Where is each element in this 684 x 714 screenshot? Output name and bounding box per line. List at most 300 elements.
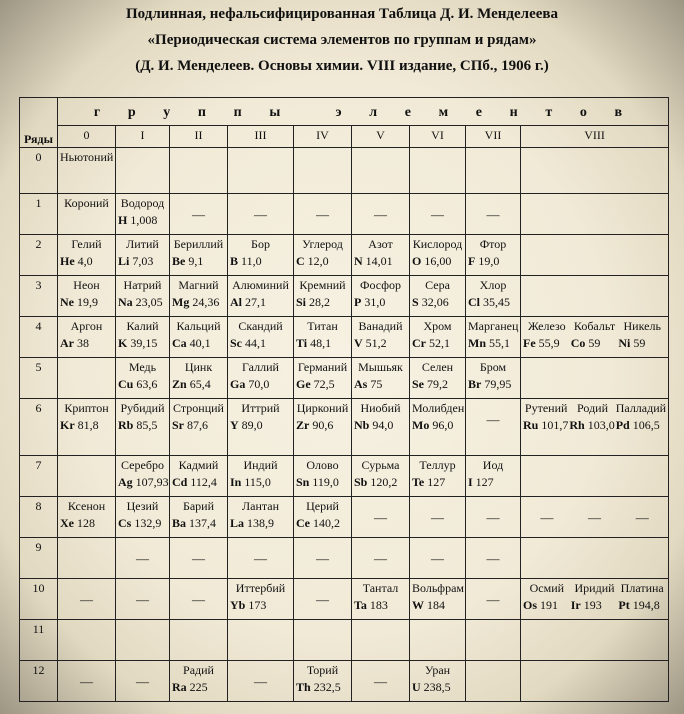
- element-weight: 31,0: [364, 295, 386, 309]
- element-symbol-weight: [523, 336, 571, 350]
- group-cell: [410, 399, 466, 456]
- element-name: Цинк: [184, 360, 213, 374]
- empty-dash: —: [80, 592, 93, 607]
- group-cell: [410, 358, 466, 399]
- table-row: [20, 497, 669, 538]
- empty-dash: —: [374, 674, 387, 689]
- group-cell: [294, 620, 352, 661]
- element-symbol: Ru: [523, 418, 539, 432]
- group-cell: [170, 620, 228, 661]
- element-symbol-weight: [354, 336, 407, 350]
- element-symbol-weight: [118, 475, 167, 489]
- element-name: Хром: [423, 319, 452, 333]
- element-symbol: Cr: [412, 336, 426, 350]
- element-symbol: I: [468, 475, 473, 489]
- group-cell: [58, 620, 116, 661]
- group-cell: [58, 317, 116, 358]
- element-symbol: Na: [118, 295, 133, 309]
- element-symbol: N: [354, 254, 363, 268]
- element-weight: 9,1: [188, 254, 204, 268]
- element-symbol-weight: [354, 475, 407, 489]
- element-symbol: Yb: [230, 598, 246, 612]
- empty-dash: —: [486, 207, 500, 222]
- empty-dash: —: [192, 592, 205, 607]
- element-name: Рубидий: [120, 401, 165, 415]
- group-cell: [170, 497, 228, 538]
- element-cell: [230, 278, 291, 309]
- element-name: Сера: [425, 278, 450, 292]
- element-cell: [172, 499, 225, 530]
- element-symbol: Ir: [570, 598, 581, 612]
- group-cell: [170, 235, 228, 276]
- element-cell: [172, 360, 225, 391]
- element-name: Литий: [126, 237, 159, 251]
- group-cell: [58, 194, 116, 235]
- group-cell: [294, 194, 352, 235]
- element-weight: 59: [588, 336, 601, 350]
- group-cell: [521, 538, 669, 579]
- group-cell: [228, 276, 294, 317]
- element-symbol-weight: [412, 475, 463, 489]
- element-weight: 119,0: [312, 475, 339, 489]
- group-cell: [294, 579, 352, 620]
- element-weight: 55,9: [538, 336, 560, 350]
- element-symbol-weight: [571, 598, 619, 612]
- group-cell: [228, 620, 294, 661]
- element-cell: [468, 278, 518, 309]
- element-symbol-weight: [412, 336, 463, 350]
- group-label-VI: VI: [410, 126, 466, 148]
- group-cell: [466, 579, 521, 620]
- element-symbol: Y: [230, 418, 239, 432]
- element-symbol: Xe: [60, 516, 74, 530]
- group-cell: [116, 661, 170, 702]
- empty-dash: —: [374, 551, 387, 566]
- element-symbol-weight: [118, 295, 167, 309]
- element-weight: 7,03: [132, 254, 154, 268]
- group-cell: [294, 317, 352, 358]
- element-cell: [523, 581, 571, 612]
- element-cell: [60, 499, 113, 530]
- element-name: Селен: [421, 360, 454, 374]
- group-cell: [116, 194, 170, 235]
- element-symbol-weight: [468, 475, 518, 489]
- element-cell: [296, 458, 349, 489]
- groups-title-letter: ы: [269, 104, 281, 120]
- table-row: [20, 194, 669, 235]
- element-cell: [571, 581, 619, 612]
- element-symbol: Nb: [354, 418, 370, 432]
- element-cell: [354, 319, 407, 350]
- groups-title: [60, 100, 666, 125]
- element-cell: [60, 237, 113, 268]
- element-cell: [172, 278, 225, 309]
- element-symbol: Be: [172, 254, 186, 268]
- element-symbol: Sc: [230, 336, 242, 350]
- group-cell: [352, 579, 410, 620]
- element-symbol-weight: [296, 254, 349, 268]
- element-symbol-weight: [60, 418, 113, 432]
- row-number: 3: [20, 276, 58, 317]
- group-cell: [58, 399, 116, 456]
- group-cell: [352, 620, 410, 661]
- element-name: Гелий: [71, 237, 102, 251]
- element-weight: 70,0: [248, 377, 270, 391]
- element-cell: [618, 581, 666, 612]
- groups-title-letter: г: [93, 104, 101, 120]
- empty-dash: —: [431, 207, 444, 222]
- element-cell: [118, 499, 167, 530]
- group-cell: [410, 620, 466, 661]
- element-name: Кобальт: [573, 319, 616, 333]
- element-symbol: B: [230, 254, 239, 268]
- element-cell: [296, 663, 349, 694]
- title-line-2: «Периодическая система элементов по группам и рядам»: [147, 32, 537, 48]
- group-cell: [170, 456, 228, 497]
- group-cell: [410, 148, 466, 194]
- element-symbol-weight: [60, 516, 113, 530]
- element-weight: 107,93: [135, 475, 169, 489]
- element-name: Короний: [64, 196, 109, 210]
- element-weight: 24,36: [192, 295, 220, 309]
- element-weight: 173: [248, 598, 267, 612]
- element-symbol: Ti: [296, 336, 308, 350]
- group-cell: [466, 317, 521, 358]
- element-symbol: He: [60, 254, 75, 268]
- group-cell: [521, 235, 669, 276]
- element-weight: 48,1: [310, 336, 332, 350]
- group-cell: [466, 661, 521, 702]
- element-symbol-weight: [230, 475, 291, 489]
- element-symbol: Br: [468, 377, 482, 391]
- element-symbol: Rb: [118, 418, 134, 432]
- element-cell: [60, 196, 113, 210]
- groups-title-cell: [58, 98, 669, 126]
- table-row: [20, 148, 669, 194]
- element-name: Бор: [251, 237, 270, 251]
- group-label-IV: IV: [294, 126, 352, 148]
- element-symbol-weight: [412, 295, 463, 309]
- element-weight: 87,6: [187, 418, 208, 432]
- group-cell: [170, 148, 228, 194]
- group-cell: [58, 579, 116, 620]
- group-cell: [58, 497, 116, 538]
- empty-dash: —: [635, 510, 649, 525]
- groups-title-letter: н: [509, 104, 518, 120]
- element-cell: [618, 319, 666, 350]
- group-viii-triad: [523, 401, 666, 432]
- element-symbol-weight: [468, 377, 518, 391]
- group-cell: [352, 399, 410, 456]
- row-number: 8: [20, 497, 58, 538]
- element-symbol: In: [230, 475, 242, 489]
- empty-dash: —: [192, 551, 205, 566]
- group-cell: [294, 148, 352, 194]
- element-cell: [60, 278, 113, 309]
- element-symbol: S: [412, 295, 419, 309]
- empty-dash: —: [316, 592, 329, 607]
- element-name: Титан: [307, 319, 338, 333]
- element-cell: [230, 360, 291, 391]
- element-weight: 4,0: [77, 254, 93, 268]
- group-label-V: V: [352, 126, 410, 148]
- element-weight: 96,0: [432, 418, 454, 432]
- group-cell: [466, 399, 521, 456]
- element-cell: [296, 360, 349, 391]
- group-cell: [352, 538, 410, 579]
- element-weight: 137,4: [189, 516, 217, 530]
- element-symbol: V: [354, 336, 363, 350]
- element-cell: [354, 237, 407, 268]
- element-name: Сурьма: [361, 458, 400, 472]
- group-label-VII: VII: [466, 126, 521, 148]
- group-cell: [116, 497, 170, 538]
- element-symbol-weight: [118, 254, 167, 268]
- element-name: Кальций: [176, 319, 221, 333]
- element-symbol-weight: [468, 254, 518, 268]
- element-weight: 23,05: [135, 295, 163, 309]
- group-cell: [352, 358, 410, 399]
- element-name: Иттербий: [235, 581, 286, 595]
- element-symbol: Os: [523, 598, 538, 612]
- element-name: Олово: [306, 458, 339, 472]
- empty-dash: —: [588, 510, 602, 525]
- empty-dash: —: [254, 207, 267, 222]
- row-number: 10: [20, 579, 58, 620]
- group-cell: [228, 538, 294, 579]
- table-row: [20, 538, 669, 579]
- element-weight: 127: [475, 475, 494, 489]
- element-name: Натрий: [123, 278, 162, 292]
- element-symbol-weight: [618, 336, 666, 350]
- group-label-I: I: [116, 126, 170, 148]
- group-cell: [170, 194, 228, 235]
- element-symbol-weight: [118, 336, 167, 350]
- element-name: Ниобий: [360, 401, 401, 415]
- element-name: Бериллий: [173, 237, 224, 251]
- group-cell: [521, 497, 669, 538]
- element-weight: 1,008: [130, 213, 158, 227]
- element-weight: 184: [427, 598, 445, 612]
- element-symbol-weight: [523, 598, 571, 612]
- element-weight: 79,2: [427, 377, 448, 391]
- element-symbol-weight: [118, 213, 167, 227]
- element-weight: 19,9: [77, 295, 98, 309]
- element-name: Торий: [306, 663, 339, 677]
- element-symbol-weight: [172, 336, 225, 350]
- element-weight: 39,15: [130, 336, 158, 350]
- element-symbol: Ne: [60, 295, 74, 309]
- element-cell: [172, 663, 225, 694]
- row-number: 9: [20, 538, 58, 579]
- group-cell: [228, 235, 294, 276]
- element-weight: 40,1: [189, 336, 211, 350]
- element-name: Марганец: [468, 319, 519, 333]
- group-cell: [294, 358, 352, 399]
- element-weight: 106,5: [632, 418, 660, 432]
- element-cell: [412, 458, 463, 489]
- element-name: Азот: [368, 237, 393, 251]
- element-cell: [468, 458, 518, 489]
- group-cell: [170, 276, 228, 317]
- element-symbol-weight: [412, 598, 463, 612]
- element-cell: [354, 581, 407, 612]
- group-cell: [228, 148, 294, 194]
- group-label-III: III: [228, 126, 294, 148]
- group-cell: [521, 456, 669, 497]
- group-cell: [170, 358, 228, 399]
- group-cell: [228, 579, 294, 620]
- group-cell: [410, 538, 466, 579]
- element-symbol-weight: [230, 516, 291, 530]
- element-weight: 120,2: [370, 475, 398, 489]
- group-cell: [228, 497, 294, 538]
- group-cell: [58, 235, 116, 276]
- element-weight: 191: [540, 598, 559, 612]
- element-name: Церий: [306, 499, 339, 513]
- empty-dash: —: [136, 551, 149, 566]
- element-symbol-weight: [354, 254, 407, 268]
- element-symbol-weight: [354, 377, 407, 391]
- element-weight: 103,0: [587, 418, 615, 432]
- element-name: Тантал: [362, 581, 399, 595]
- element-symbol-weight: [412, 418, 463, 432]
- group-viii-triad: [523, 499, 666, 525]
- element-symbol: H: [118, 213, 128, 227]
- element-symbol-weight: [296, 377, 349, 391]
- empty-dash: —: [136, 674, 149, 689]
- element-weight: 59: [633, 336, 646, 350]
- element-cell: [172, 237, 225, 268]
- row-number: 11: [20, 620, 58, 661]
- empty-dash: —: [136, 592, 149, 607]
- element-symbol-weight: [354, 598, 407, 612]
- group-viii-triad: [523, 319, 666, 350]
- element-symbol-weight: [296, 418, 349, 432]
- element-name: Палладий: [615, 401, 667, 415]
- group-cell: [521, 276, 669, 317]
- element-weight: 238,5: [423, 680, 451, 694]
- element-weight: 55,1: [489, 336, 510, 350]
- element-symbol: Ga: [230, 377, 246, 391]
- element-symbol-weight: [172, 680, 225, 694]
- group-cell: [410, 276, 466, 317]
- element-symbol: Cl: [468, 295, 480, 309]
- group-cell: [294, 497, 352, 538]
- group-cell: [170, 317, 228, 358]
- element-name: Ксенон: [67, 499, 106, 513]
- element-cell: [412, 237, 463, 268]
- empty-dash: —: [540, 510, 554, 525]
- table-row: [20, 317, 669, 358]
- table-row: [20, 661, 669, 702]
- element-symbol: Cd: [172, 475, 188, 489]
- group-cell: [228, 399, 294, 456]
- element-symbol: Ce: [296, 516, 310, 530]
- element-symbol: Cs: [118, 516, 132, 530]
- group-cell: [410, 579, 466, 620]
- element-symbol-weight: [172, 254, 225, 268]
- empty-dash: —: [374, 510, 387, 525]
- element-symbol: Ra: [172, 680, 187, 694]
- element-weight: 32,06: [421, 295, 449, 309]
- groups-title-letter: м: [438, 104, 449, 120]
- element-symbol-weight: [172, 295, 225, 309]
- element-name: Хлор: [479, 278, 507, 292]
- group-cell: [410, 317, 466, 358]
- group-cell: [352, 148, 410, 194]
- element-name: Молибден: [412, 401, 465, 415]
- element-symbol: Rh: [569, 418, 585, 432]
- element-cell: [354, 360, 407, 391]
- element-cell: [60, 150, 113, 164]
- element-weight: 27,1: [245, 295, 266, 309]
- group-cell: [410, 497, 466, 538]
- element-symbol: Pd: [615, 418, 630, 432]
- element-symbol: Ge: [296, 377, 311, 391]
- element-symbol-weight: [412, 254, 463, 268]
- group-viii-triad: [523, 581, 666, 612]
- group-cell: [410, 194, 466, 235]
- element-cell: [230, 581, 291, 612]
- element-symbol-weight: [354, 418, 407, 432]
- group-cell: [466, 194, 521, 235]
- element-weight: 138,9: [247, 516, 275, 530]
- group-cell: [466, 235, 521, 276]
- element-name: Серебро: [121, 458, 164, 472]
- row-number: 1: [20, 194, 58, 235]
- element-cell: [354, 401, 407, 432]
- table-row: [20, 456, 669, 497]
- element-weight: 183: [369, 598, 388, 612]
- element-cell: [118, 360, 167, 391]
- element-weight: 101,7: [541, 418, 569, 432]
- element-weight: 115,0: [244, 475, 271, 489]
- row-number: 5: [20, 358, 58, 399]
- element-name: Кремний: [299, 278, 346, 292]
- element-cell: [118, 319, 167, 350]
- element-weight: 44,1: [245, 336, 266, 350]
- element-symbol-weight: [296, 680, 349, 694]
- element-weight: 90,6: [312, 418, 334, 432]
- element-name: Теллур: [419, 458, 456, 472]
- empty-dash: —: [486, 592, 500, 607]
- empty-dash: —: [192, 207, 205, 222]
- element-symbol: Se: [412, 377, 424, 391]
- element-symbol: Li: [118, 254, 130, 268]
- element-name: Бром: [479, 360, 507, 374]
- element-symbol-weight: [60, 254, 113, 268]
- groups-title-letter: п: [197, 104, 206, 120]
- group-label-row: [20, 126, 669, 148]
- element-cell: [230, 319, 291, 350]
- element-symbol: Si: [296, 295, 307, 309]
- element-weight: 128: [77, 516, 95, 530]
- element-cell: [412, 319, 463, 350]
- empty-dash: —: [374, 207, 387, 222]
- element-name: Кадмий: [178, 458, 219, 472]
- element-weight: 28,2: [309, 295, 331, 309]
- group-cell: [521, 148, 669, 194]
- element-cell: [571, 319, 619, 350]
- element-cell: [354, 278, 407, 309]
- group-cell: [521, 358, 669, 399]
- group-cell: [58, 538, 116, 579]
- group-label-VIII: VIII: [521, 126, 669, 148]
- element-name: Мышьяк: [358, 360, 403, 374]
- empty-dash: —: [254, 674, 267, 689]
- element-cell: [523, 319, 571, 350]
